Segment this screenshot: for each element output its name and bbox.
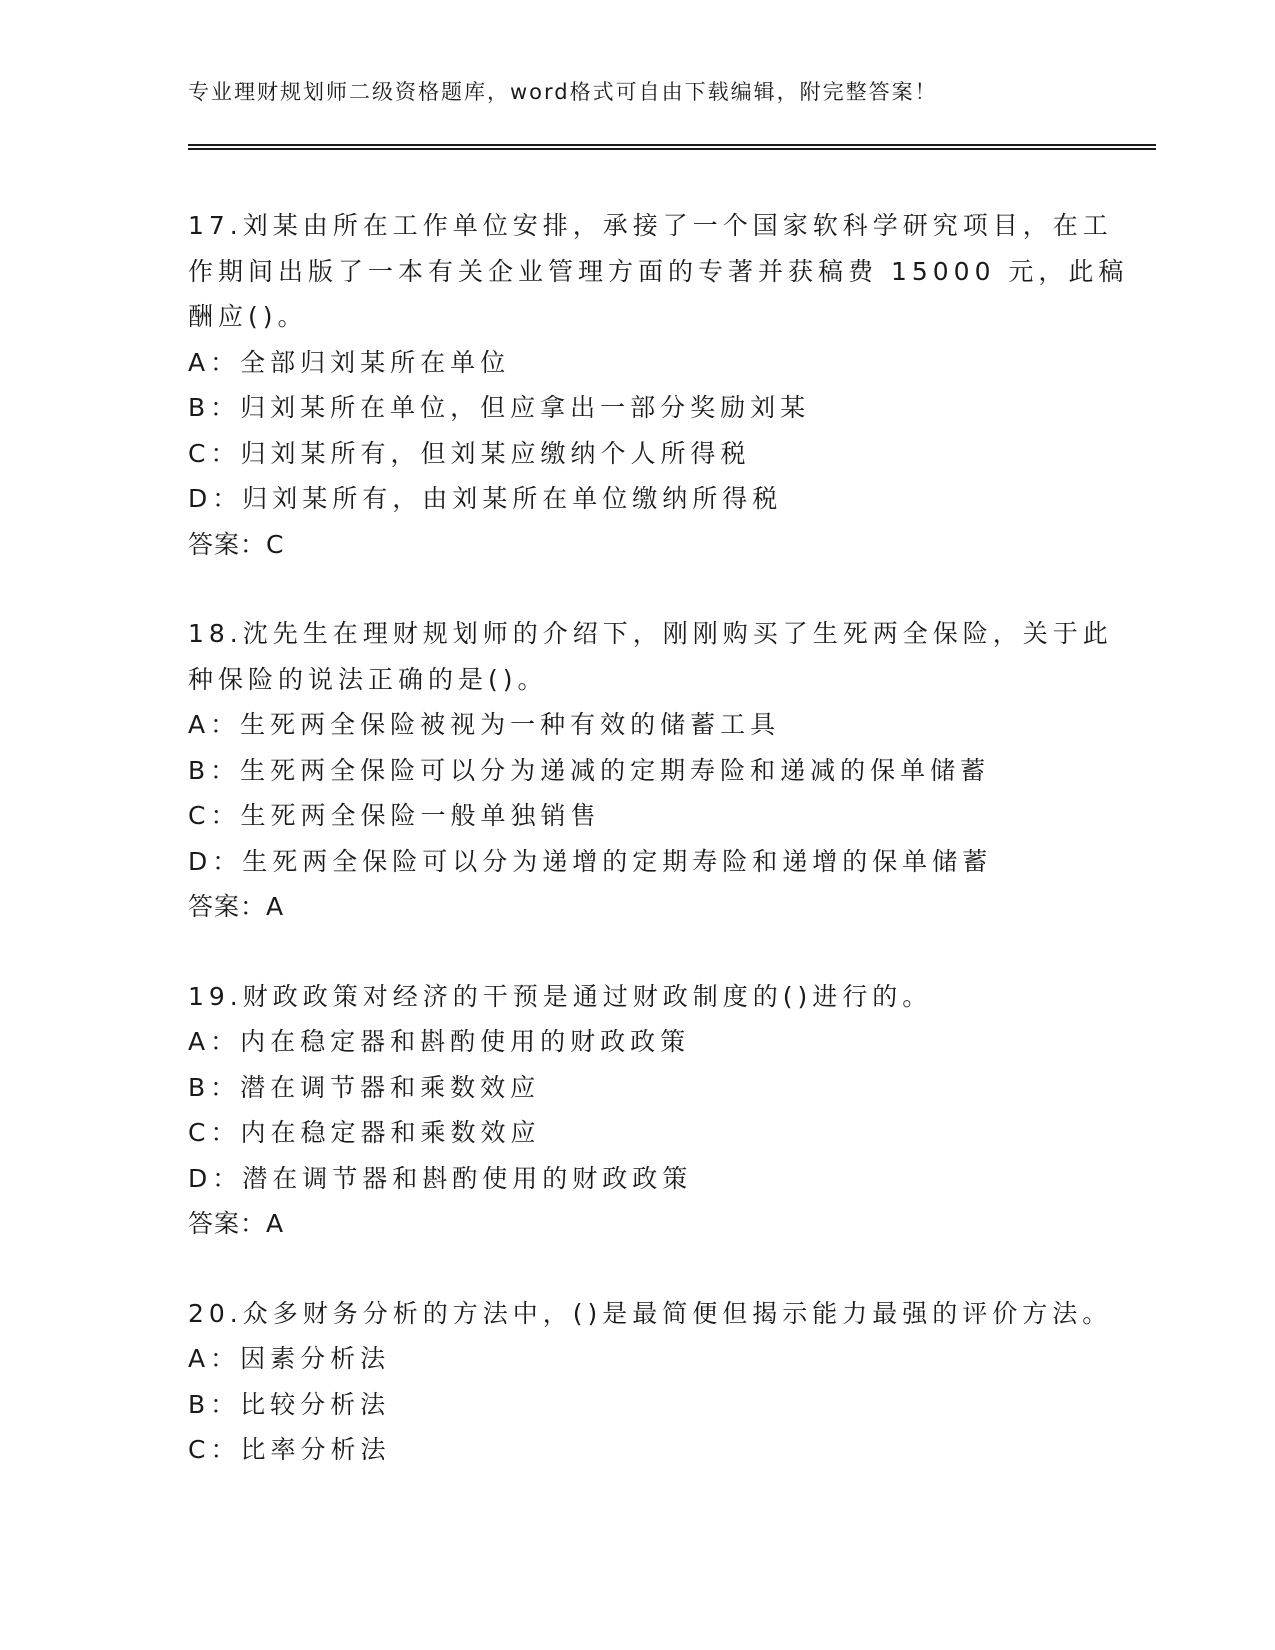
question-stem-line: 种保险的说法正确的是()。 — [188, 664, 548, 694]
option-c: C：内在稳定器和乘数效应 — [188, 1118, 541, 1147]
option-d: D：生死两全保险可以分为递增的定期寿险和递增的保单储蓄 — [188, 846, 993, 876]
answer: 答案：C — [188, 529, 285, 559]
header-divider — [188, 144, 1156, 150]
option-d: D：归刘某所有，由刘某所在单位缴纳所得税 — [188, 484, 783, 513]
question-stem — [188, 611, 1113, 702]
option-a: A：因素分析法 — [188, 1344, 391, 1373]
option-a: A：生死两全保险被视为一种有效的储蓄工具 — [188, 710, 781, 739]
option-b: B：生死两全保险可以分为递减的定期寿险和递减的保单储蓄 — [188, 755, 991, 785]
question-18 — [188, 611, 1113, 930]
question-stem — [188, 1291, 1113, 1337]
option-c: C：生死两全保险一般单独销售 — [188, 801, 601, 830]
question-stem-line: 酬应()。 — [188, 302, 308, 331]
question-stem — [188, 974, 1088, 1020]
page-header: 专业理财规划师二级资格题库，word格式可自由下载编辑，附完整答案！ — [188, 80, 938, 104]
option-d: D：潜在调节器和斟酌使用的财政政策 — [188, 1163, 693, 1193]
answer: 答案：A — [188, 1209, 285, 1238]
question-20 — [188, 1291, 1113, 1473]
option-c: C：归刘某所有，但刘某应缴纳个人所得税 — [188, 438, 751, 468]
question-stem-line: 19.财政政策对经济的干预是通过财政制度的()进行的。 — [188, 981, 933, 1011]
option-b: B：比较分析法 — [188, 1389, 391, 1419]
question-stem-line: 18.沈先生在理财规划师的介绍下，刚刚购买了生死两全保险，关于此 — [188, 619, 1113, 648]
question-stem-line: 17.刘某由所在工作单位安排，承接了一个国家软科学研究项目，在工 — [188, 211, 1113, 240]
question-stem — [188, 203, 1129, 340]
option-c: C：比率分析法 — [188, 1435, 391, 1464]
option-b: B：潜在调节器和乘数效应 — [188, 1072, 541, 1102]
answer: 答案：A — [188, 892, 285, 921]
question-stem-line: 20.众多财务分析的方法中，()是最简便但揭示能力最强的评价方法。 — [188, 1298, 1113, 1328]
option-a: A：全部归刘某所在单位 — [188, 347, 511, 377]
option-b: B：归刘某所在单位，但应拿出一部分奖励刘某 — [188, 393, 811, 422]
question-list — [188, 203, 1129, 1517]
question-19 — [188, 974, 1088, 1247]
question-17 — [188, 203, 1129, 567]
option-a: A：内在稳定器和斟酌使用的财政政策 — [188, 1027, 691, 1056]
question-stem-line: 作期间出版了一本有关企业管理方面的专著并获稿费 15000 元，此稿 — [188, 256, 1129, 286]
